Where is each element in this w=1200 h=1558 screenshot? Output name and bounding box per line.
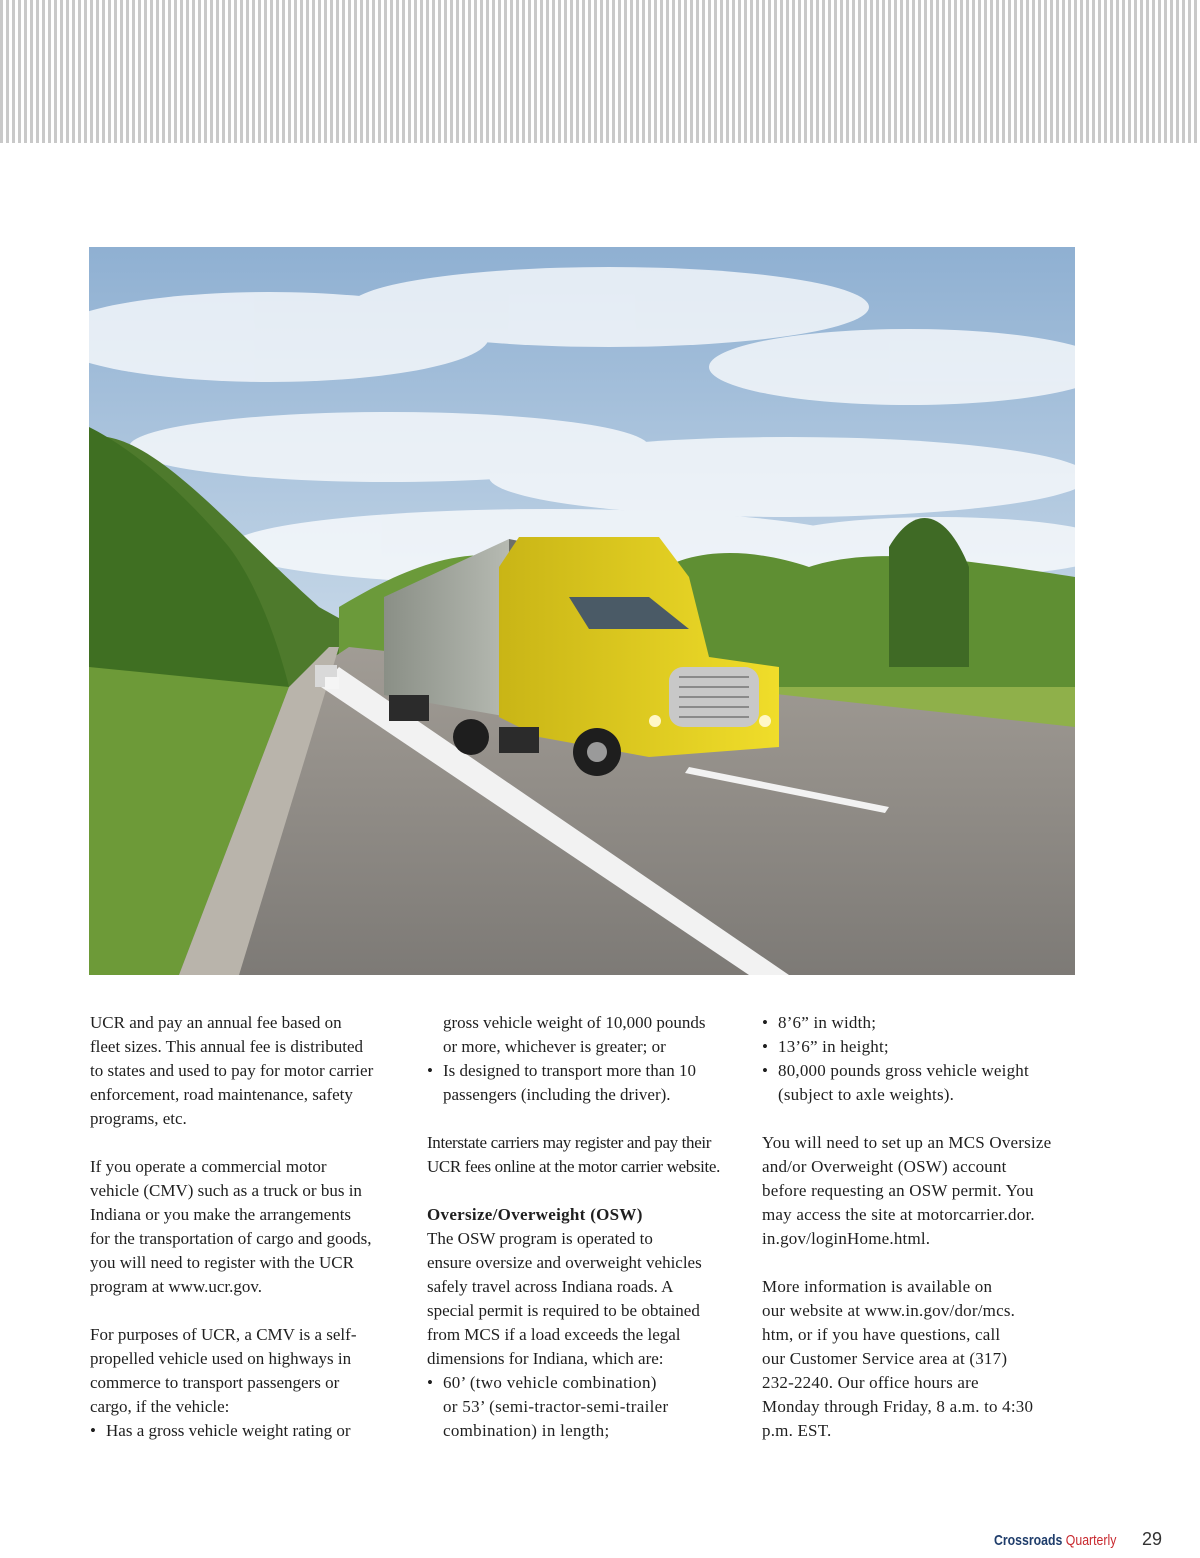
bullet-text: 13’6” in height; <box>778 1037 889 1056</box>
body-line: you will need to register with the UCR <box>90 1253 354 1272</box>
body-line: fleet sizes. This annual fee is distributed <box>90 1037 364 1056</box>
bullet-continuation: or 53’ (semi-tractor-semi-trailer <box>443 1397 669 1416</box>
body-line: cargo, if the vehicle: <box>90 1397 230 1416</box>
bullet-continuation: passengers (including the driver). <box>443 1085 671 1104</box>
bullet-continuation: combination) in length; <box>443 1421 610 1440</box>
truck-highway-photo <box>89 247 1075 975</box>
publication-name <box>994 1532 1116 1549</box>
bullet-text: Is designed to transport more than 10 <box>443 1061 697 1080</box>
body-line: may access the site at motorcarrier.dor. <box>762 1205 1035 1224</box>
body-line: 232-2240. Our office hours are <box>762 1373 979 1392</box>
body-line: to states and used to pay for motor carrier <box>90 1061 374 1080</box>
publication-name-light: Quarterly <box>1065 1532 1117 1549</box>
body-line: Interstate carriers may register and pay their <box>427 1133 712 1152</box>
bullet-glyph: • <box>427 1373 434 1392</box>
bullet-continuation: or more, whichever is greater; or <box>443 1037 666 1056</box>
body-line: program at www.ucr.gov. <box>90 1277 263 1296</box>
body-line: dimensions for Indiana, which are: <box>427 1349 664 1368</box>
body-line: from MCS if a load exceeds the legal <box>427 1325 681 1344</box>
text-column-right <box>762 1011 1080 1443</box>
bullet-continuation: (subject to axle weights). <box>778 1085 955 1104</box>
bullet-item <box>762 1035 1080 1059</box>
body-line: More information is available on <box>762 1277 993 1296</box>
bullet-item <box>427 1059 745 1083</box>
page-number: 29 <box>1142 1529 1163 1549</box>
body-line: Indiana or you make the arrangements <box>90 1205 352 1224</box>
body-line: propelled vehicle used on highways in <box>90 1349 352 1368</box>
body-line: For purposes of UCR, a CMV is a self- <box>90 1325 357 1344</box>
bullet-glyph: • <box>762 1061 769 1080</box>
decorative-stripe-band <box>0 0 1200 143</box>
bullet-glyph: • <box>762 1013 769 1032</box>
bullet-item <box>762 1059 1080 1083</box>
body-line: special permit is required to be obtained <box>427 1301 700 1320</box>
body-line: programs, etc. <box>90 1109 187 1128</box>
body-line: vehicle (CMV) such as a truck or bus in <box>90 1181 362 1200</box>
bullet-text: 60’ (two vehicle combination) <box>443 1373 657 1392</box>
bullet-item <box>427 1371 745 1395</box>
body-line: UCR and pay an annual fee based on <box>90 1013 342 1032</box>
bullet-glyph: • <box>90 1421 96 1440</box>
body-line: for the transportation of cargo and goods, <box>90 1229 372 1248</box>
page-footer <box>0 1529 1200 1558</box>
bullet-text: 8’6” in width; <box>778 1013 877 1032</box>
bullet-glyph: • <box>762 1037 769 1056</box>
body-line: our Customer Service area at (317) <box>762 1349 1008 1368</box>
bullet-item <box>762 1011 1080 1035</box>
body-line: our website at www.in.gov/dor/mcs. <box>762 1301 1016 1320</box>
section-heading: Oversize/Overweight (OSW) <box>427 1205 643 1224</box>
body-line: enforcement, road maintenance, safety <box>90 1085 353 1104</box>
body-line: htm, or if you have questions, call <box>762 1325 1001 1344</box>
bullet-item <box>90 1419 408 1443</box>
body-line: The OSW program is operated to <box>427 1229 653 1248</box>
body-line: commerce to transport passengers or <box>90 1373 340 1392</box>
bullet-text: 80,000 pounds gross vehicle weight <box>778 1061 1029 1080</box>
body-line: safely travel across Indiana roads. A <box>427 1277 674 1296</box>
publication-name-bold: Crossroads <box>994 1532 1063 1549</box>
bullet-text: Has a gross vehicle weight rating or <box>106 1421 351 1440</box>
body-line: If you operate a commercial motor <box>90 1157 327 1176</box>
body-line: p.m. EST. <box>762 1421 832 1440</box>
bullet-continuation: gross vehicle weight of 10,000 pounds <box>443 1013 706 1032</box>
body-line: UCR fees online at the motor carrier website. <box>427 1157 720 1176</box>
bullet-glyph: • <box>427 1061 433 1080</box>
body-line: and/or Overweight (OSW) account <box>762 1157 1007 1176</box>
text-column-left <box>90 1011 408 1443</box>
body-line: You will need to set up an MCS Oversize <box>762 1133 1052 1152</box>
text-column-middle <box>427 1011 745 1443</box>
body-line: in.gov/loginHome.html. <box>762 1229 931 1248</box>
body-line: Monday through Friday, 8 a.m. to 4:30 <box>762 1397 1034 1416</box>
body-line: ensure oversize and overweight vehicles <box>427 1253 702 1272</box>
body-line: before requesting an OSW permit. You <box>762 1181 1034 1200</box>
